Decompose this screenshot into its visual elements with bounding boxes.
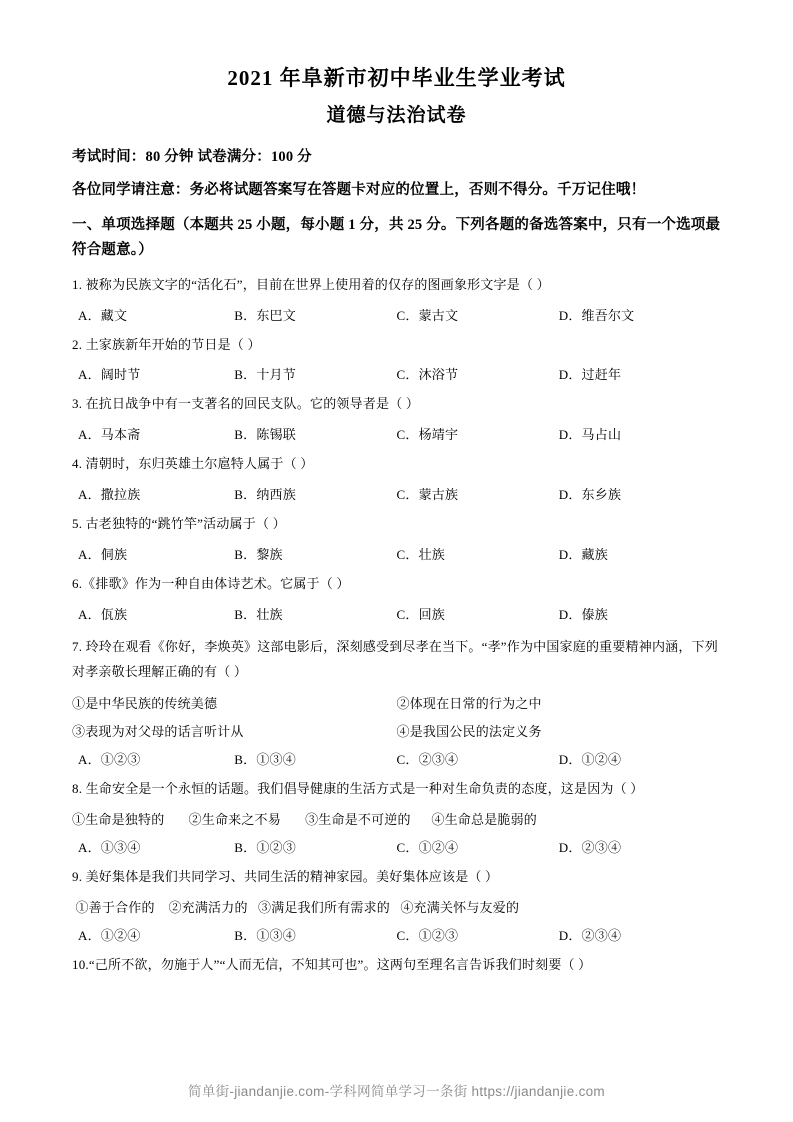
- option-row: [72, 925, 721, 944]
- option-d[interactable]: D．②③④: [558, 927, 622, 943]
- option-a[interactable]: A．侗族: [78, 546, 128, 562]
- option-b[interactable]: B．①③④: [234, 752, 296, 768]
- option-c[interactable]: C．杨靖宇: [396, 427, 459, 443]
- option-b[interactable]: B．陈锡联: [234, 427, 296, 443]
- option-b[interactable]: B．黎族: [234, 546, 283, 562]
- question-stem: 1. 被称为民族文字的“活化石”，目前在世界上使用着的仅存的图画象形文字是（ ）: [72, 276, 550, 292]
- sub-option-row: [72, 693, 721, 712]
- question-stem: 6.《排歌》作为一种自由体诗艺术。它属于（ ）: [72, 575, 350, 591]
- sub-option-row: [72, 721, 721, 740]
- question-stem: 7. 玲玲在观看《你好，李焕英》这部电影后，深刻感受到尽孝在当下。“孝”作为中国家庭的重要精神内涵，下列对孝亲敬长理解正确的有（ ）: [72, 638, 718, 679]
- option-c[interactable]: C．壮族: [396, 546, 445, 562]
- page-title-line1: 2021 年阜新市初中毕业生学业考试: [227, 66, 566, 90]
- option-a[interactable]: A．阔时节: [78, 367, 141, 383]
- option-row: [72, 837, 721, 856]
- option-a[interactable]: A．①②③: [78, 752, 141, 768]
- sub-option-4: ④是我国公民的法定义务: [396, 724, 542, 740]
- option-c[interactable]: C．蒙古文: [396, 307, 459, 323]
- option-d[interactable]: D．藏族: [558, 546, 608, 562]
- option-row: [72, 604, 721, 623]
- sub-option-2: ②体现在日常的行为之中: [396, 696, 542, 712]
- exam-notice: 各位同学请注意：务必将试题答案写在答题卡对应的位置上，否则不得分。千万记住哦！: [72, 182, 646, 198]
- option-b[interactable]: B．壮族: [234, 606, 283, 622]
- option-a[interactable]: A．撒拉族: [78, 486, 141, 502]
- page-title-line2: 道德与法治试卷: [326, 105, 467, 126]
- option-a[interactable]: A．①③④: [78, 840, 141, 856]
- option-b[interactable]: B．纳西族: [234, 486, 296, 502]
- option-d[interactable]: D．过赶年: [558, 367, 622, 383]
- option-a[interactable]: A．①②④: [78, 927, 141, 943]
- option-a[interactable]: A．马本斋: [78, 427, 141, 443]
- option-row: [72, 544, 721, 563]
- option-a[interactable]: A．佤族: [78, 606, 128, 622]
- option-b[interactable]: B．①③④: [234, 927, 296, 943]
- option-c[interactable]: C．①②④: [396, 840, 459, 856]
- option-a[interactable]: A．藏文: [78, 307, 128, 323]
- option-d[interactable]: D．维吾尔文: [558, 307, 635, 323]
- option-row: [72, 424, 721, 443]
- option-c[interactable]: C．蒙古族: [396, 486, 459, 502]
- question-stem: 3. 在抗日战争中有一支著名的回民支队。它的领导者是（ ）: [72, 396, 420, 412]
- option-b[interactable]: B．①②③: [234, 840, 296, 856]
- option-row: [72, 364, 721, 383]
- section-heading: 一、单项选择题（本题共 25 小题，每小题 1 分，共 25 分。下列各题的备选答案中，只有一个选项最符合题意。）: [72, 217, 721, 259]
- option-row: [72, 305, 721, 324]
- option-row: [72, 484, 721, 503]
- option-d[interactable]: D．东乡族: [558, 486, 622, 502]
- question-stem: 8. 生命安全是一个永恒的话题。我们倡导健康的生活方式是一种对生命负责的态度，这是因为（ ）: [72, 781, 644, 797]
- option-d[interactable]: D．傣族: [558, 606, 608, 622]
- sub-option-3: ③表现为对父母的话言听计从: [72, 724, 244, 740]
- option-row: [72, 749, 721, 768]
- question-stem: 9. 美好集体是我们共同学习、共同生活的精神家园。美好集体应该是（ ）: [72, 869, 499, 885]
- option-b[interactable]: B．东巴文: [234, 307, 296, 323]
- option-d[interactable]: D．②③④: [558, 840, 622, 856]
- question-stem: 10.“己所不欲，勿施于人”“人而无信，不知其可也”。这两句至理名言告诉我们时刻要（ ）: [72, 956, 592, 972]
- sub-option-row: ①善于合作的 ②充满活力的 ③满足我们所有需求的 ④充满关怀与友爱的: [72, 899, 520, 915]
- question-stem: 5. 古老独特的“跳竹竿”活动属于（ ）: [72, 515, 286, 531]
- exam-info: 考试时间：80 分钟 试卷满分：100 分: [72, 149, 312, 165]
- question-stem: 2. 土家族新年开始的节日是（ ）: [72, 336, 261, 352]
- option-b[interactable]: B．十月节: [234, 367, 296, 383]
- page-footer: 简单街-jiandanjie.com-学科网简单学习一条街 https://jiandanjie.com: [188, 1084, 605, 1099]
- option-d[interactable]: D．①②④: [558, 752, 622, 768]
- option-c[interactable]: C．①②③: [396, 927, 459, 943]
- option-c[interactable]: C．②③④: [396, 752, 459, 768]
- sub-option-1: ①是中华民族的传统美德: [72, 696, 218, 712]
- option-c[interactable]: C．回族: [396, 606, 445, 622]
- option-c[interactable]: C．沐浴节: [396, 367, 459, 383]
- option-d[interactable]: D．马占山: [558, 427, 622, 443]
- sub-option-row: ①生命是独特的 ②生命来之不易 ③生命是不可逆的 ④生命总是脆弱的: [72, 812, 538, 828]
- question-stem: 4. 清朝时，东归英雄土尔扈特人属于（ ）: [72, 456, 314, 472]
